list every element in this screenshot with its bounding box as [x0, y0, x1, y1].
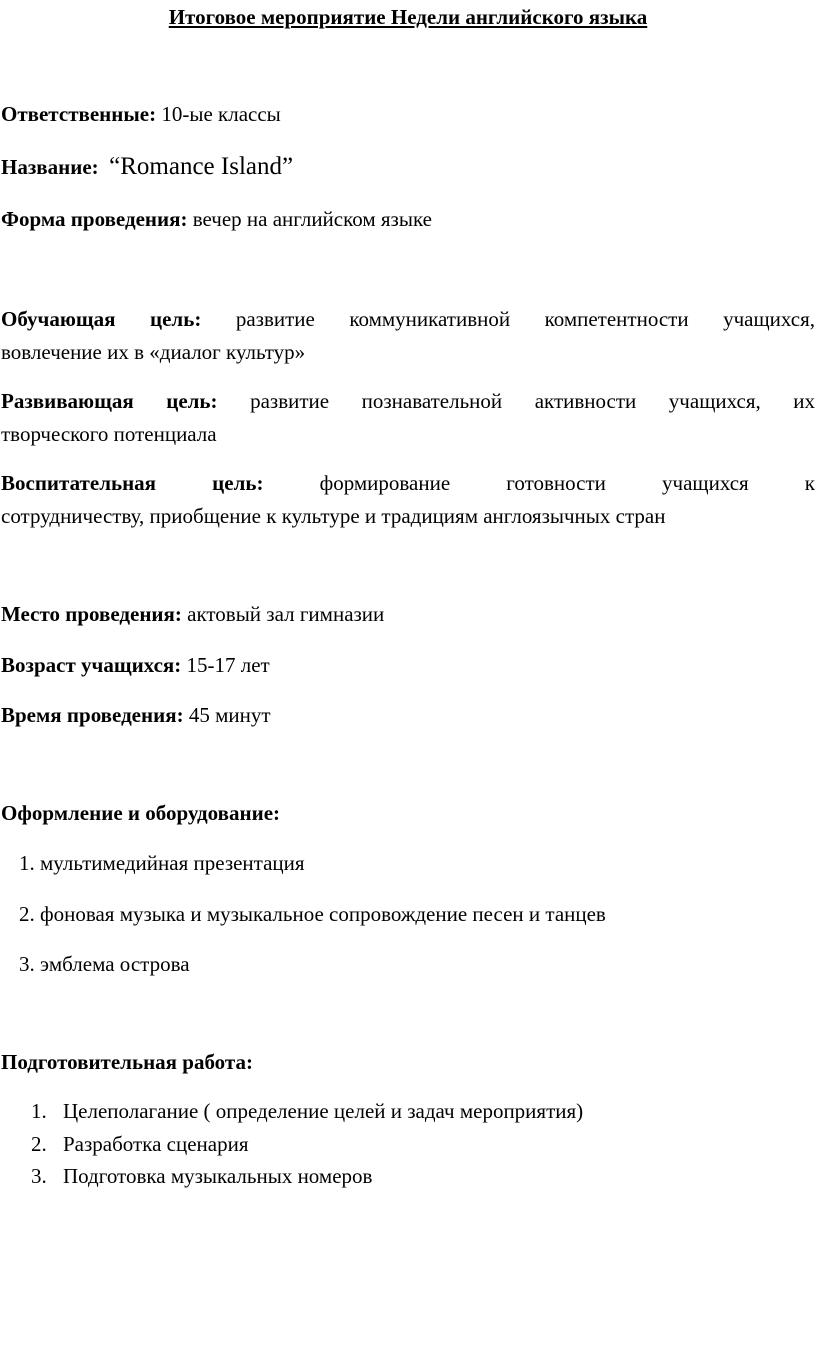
list-item — [19, 850, 305, 876]
list-item-number: 1. — [19, 851, 35, 875]
age-row — [1, 652, 270, 678]
educational-goal-text2: вовлечение их в «диалог культур» — [1, 340, 306, 364]
document-title: Итоговое мероприятие Недели английского языка — [168, 5, 648, 29]
list-item-text: эмблема острова — [40, 952, 190, 976]
format-label: Форма проведения: — [1, 207, 188, 231]
upbringing-goal-text2: сотрудничеству, приобщение к культуре и традициям англоязычных стран — [1, 504, 666, 528]
place-label: Место проведения: — [1, 602, 182, 626]
upbringing-goal-text1: формирование готовности учащихся к — [319, 471, 816, 495]
event-name-label: Название: — [1, 155, 99, 179]
list-item — [31, 1131, 249, 1157]
age-value: 15-17 лет — [186, 653, 270, 677]
list-item — [31, 1098, 583, 1124]
list-item — [31, 1163, 372, 1189]
list-item-text: Подготовка музыкальных номеров — [63, 1164, 373, 1188]
time-row — [1, 702, 271, 728]
upbringing-goal-label: Воспитательная цель: — [1, 471, 264, 495]
list-item-number: 3. — [31, 1164, 47, 1188]
developing-goal-line1 — [1, 385, 815, 418]
event-name-value: “Romance Island” — [109, 153, 294, 180]
list-item-number: 3. — [19, 952, 35, 976]
format-row — [1, 206, 432, 232]
list-item-number: 2. — [31, 1132, 47, 1156]
list-item — [19, 901, 606, 927]
list-item — [19, 951, 190, 977]
educational-goal — [1, 303, 815, 369]
format-value: вечер на английском языке — [192, 207, 432, 231]
list-item-text: Целеполагание ( определение целей и задач мероприятия) — [63, 1099, 584, 1123]
place-row — [1, 601, 384, 627]
place-value: актовый зал гимназии — [187, 602, 385, 626]
list-item-number: 2. — [19, 902, 35, 926]
list-item-text: мультимедийная презентация — [40, 851, 305, 875]
developing-goal — [1, 385, 815, 451]
list-item-text: Разработка сценария — [63, 1132, 249, 1156]
upbringing-goal-line1 — [1, 467, 815, 500]
list-item-number: 1. — [31, 1099, 47, 1123]
developing-goal-text1: развитие познавательной активности учащихся, их — [250, 389, 815, 413]
list-item-text: фоновая музыка и музыкальное сопровождение песен и танцев — [40, 902, 606, 926]
event-name-row — [1, 154, 293, 180]
responsible-value: 10-ые классы — [161, 102, 281, 126]
age-label: Возраст учащихся: — [1, 653, 182, 677]
developing-goal-text2: творческого потенциала — [1, 422, 217, 446]
responsible-label: Ответственные: — [1, 102, 157, 126]
upbringing-goal — [1, 467, 815, 533]
time-value: 45 минут — [188, 703, 271, 727]
time-label: Время проведения: — [1, 703, 184, 727]
responsible-row — [1, 101, 281, 127]
developing-goal-label: Развивающая цель: — [1, 389, 218, 413]
preparation-heading: Подготовительная работа: — [1, 1050, 253, 1074]
equipment-heading: Оформление и оборудование: — [1, 801, 281, 825]
educational-goal-label: Обучающая цель: — [1, 307, 202, 331]
educational-goal-text1: развитие коммуникативной компетентности учащихся, — [235, 307, 815, 331]
educational-goal-line1 — [1, 303, 815, 336]
